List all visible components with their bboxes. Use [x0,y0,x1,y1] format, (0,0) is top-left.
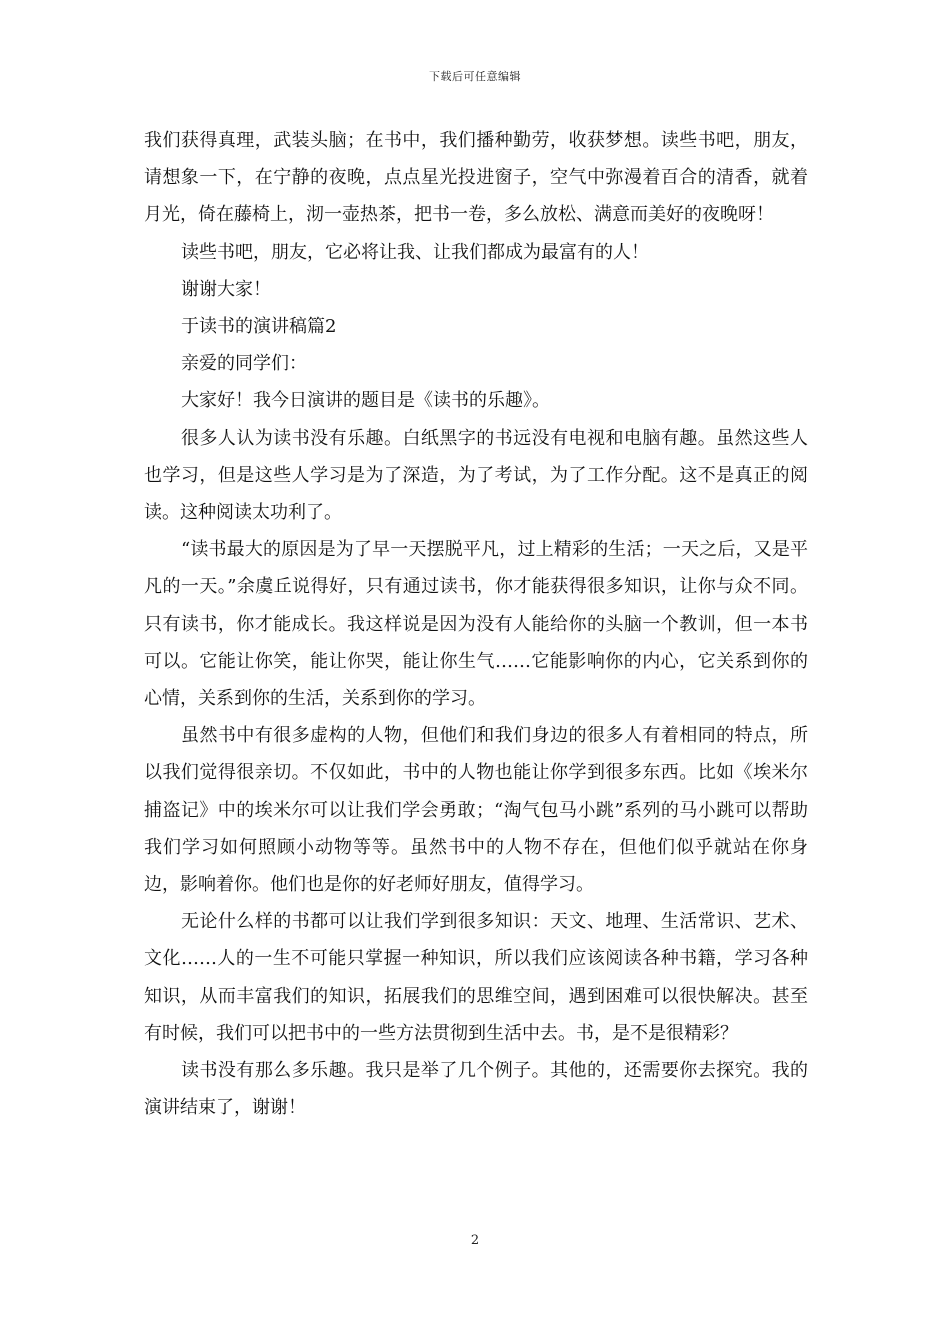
paragraph: 很多人认为读书没有乐趣。白纸黑字的书远没有电视和电脑有趣。虽然这些人也学习，但是这些人学习是为了深造，为了考试，为了工作分配。这不是真正的阅读。这种阅读太功利了。 [144,427,808,524]
page-number: 2 [470,1233,480,1248]
paragraph: 大家好！我今日演讲的题目是《读书的乐趣》。 [181,390,550,412]
paragraph: “读书最大的原因是为了早一天摆脱平凡，过上精彩的生活；一天之后，又是平凡的一天。”余虞丘说得好，只有通过读书，你才能获得很多知识，让你与众不同。只有读书，你才能成长。我这样说是因为没有人能给你的头脑一个教训，但一本书可以。它能让你笑，能让你哭，能让你生气……它能影响你的内心，它关系到你的心情，关系到你的生活，关系到你的学习。 [144,539,808,710]
document-body [144,122,808,1126]
paragraph: 谢谢大家！ [181,278,271,300]
page-header: 下载后可任意编辑 [429,70,521,83]
paragraph: 我们获得真理，武装头脑；在书中，我们播种勤劳，收获梦想。读些书吧，朋友，请想象一下，在宁静的夜晚，点点星光投进窗子，空气中弥漫着百合的清香，就着月光，倚在藤椅上，沏一壶热茶，把书一卷，多么放松、满意而美好的夜晚呀！ [144,130,808,226]
paragraph: 无论什么样的书都可以让我们学到很多知识：天文、地理、生活常识、艺术、文化……人的一生不可能只掌握一种知识，所以我们应该阅读各种书籍，学习各种知识，从而丰富我们的知识，拓展我们的思维空间，遇到困难可以很快解决。甚至有时候，我们可以把书中的一些方法贯彻到生活中去。书，是不是很精彩？ [144,911,808,1044]
paragraph: 虽然书中有很多虚构的人物，但他们和我们身边的很多人有着相同的特点，所以我们觉得很亲切。不仅如此，书中的人物也能让你学到很多东西。比如《埃米尔捕盗记》中的埃米尔可以让我们学会勇敢；“淘气包马小跳”系列的马小跳可以帮助我们学习如何照顾小动物等等。虽然书中的人物不存在，但他们似乎就站在你身边，影响着你。他们也是你的好老师好朋友，值得学习。 [144,725,808,896]
section-heading: 于读书的演讲稿篇2 [181,316,337,338]
paragraph: 读书没有那么多乐趣。我只是举了几个例子。其他的，还需要你去探究。我的演讲结束了，谢谢！ [144,1060,808,1119]
salutation: 亲爱的同学们： [181,353,307,375]
paragraph: 读些书吧，朋友，它必将让我、让我们都成为最富有的人！ [181,241,649,263]
